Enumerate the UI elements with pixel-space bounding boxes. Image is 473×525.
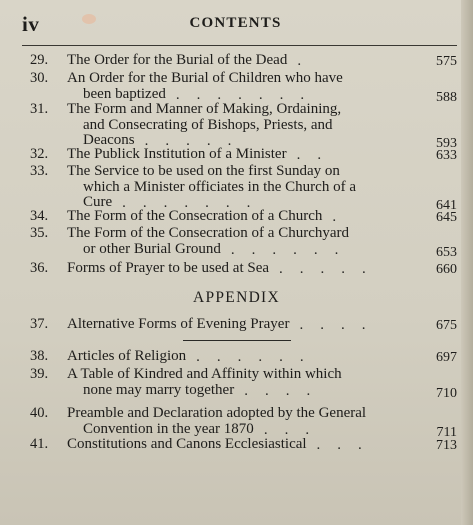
entry-number: 40. [30, 405, 49, 421]
entry-number: 36. [30, 260, 49, 276]
entry-title-line: An Order for the Burial of Children who have [67, 70, 343, 86]
dot-leaders: ....... [122, 195, 268, 211]
entry-page-number: 653 [436, 244, 457, 260]
dot-leaders: ...... [196, 349, 321, 365]
entry-page-number: 697 [436, 350, 457, 365]
entry-title-line: The Form and Manner of Making, Ordaining, [67, 101, 342, 117]
entry-page-number: 675 [436, 318, 457, 333]
entry-page-number: 710 [436, 385, 457, 401]
dot-leaders: ..... [279, 261, 383, 277]
dot-leaders: ..... [144, 133, 249, 149]
entry-number: 41. [30, 436, 49, 452]
appendix-rule [183, 340, 291, 341]
entry-title-line: A Table of Kindred and Affinity within which [67, 366, 342, 382]
entry-title-line: The Order for the Burial of the Dead [67, 52, 288, 68]
entry-number: 34. [30, 208, 49, 224]
entry-number: 33. [30, 163, 49, 179]
entry-title-line: Cure [83, 194, 113, 210]
entry-number: 35. [30, 225, 49, 241]
entry-page-number: 713 [436, 438, 457, 453]
entry-page-number: 588 [436, 89, 457, 105]
entry-title-line: The Service to be used on the first Sunday on [67, 163, 340, 179]
entry-page-number: 645 [436, 210, 457, 225]
dot-leaders: . [297, 53, 319, 69]
page-folio: iv [22, 12, 40, 36]
entry-number: 38. [30, 348, 49, 364]
dot-leaders: . [332, 209, 354, 225]
entry-title-line: The Form of the Consecration of a Churchyard [67, 225, 350, 241]
entry-title-line: been baptized [83, 85, 166, 102]
page-title: CONTENTS [189, 15, 282, 31]
entry-title-line: Articles of Religion [67, 348, 187, 364]
entry-page-number: 633 [436, 148, 457, 163]
entry-page-number: 593 [436, 136, 457, 151]
entry-number: 32. [30, 146, 49, 162]
entry-title-line: Alternative Forms of Evening Prayer [67, 316, 290, 332]
dot-leaders: ... [263, 421, 327, 438]
entry-number: 29. [30, 52, 49, 68]
entry-title-line: and Consecrating of Bishops, Priests, and [83, 116, 333, 133]
entry-title-line: none may marry together [83, 381, 235, 398]
entry-title-line: The Publick Institution of a Minister [67, 146, 287, 162]
entry-number: 39. [30, 366, 49, 382]
entry-page-number: 641 [436, 198, 457, 213]
entry-title-line: Preamble and Declaration adopted by the General [67, 405, 367, 421]
entry-title-line: Deacons [83, 132, 135, 148]
appendix-heading: APPENDIX [192, 289, 281, 306]
dot-leaders: .... [299, 317, 383, 333]
entry-number: 30. [30, 70, 49, 86]
entry-page-number: 575 [436, 54, 457, 69]
dot-leaders: .... [244, 382, 328, 399]
entry-title-line: Constitutions and Canons Ecclesiastical [67, 436, 307, 452]
entry-page-number: 660 [436, 262, 457, 277]
entry-title-line: or other Burial Ground [83, 240, 221, 257]
entry-page-number: 711 [436, 424, 457, 440]
dot-leaders: ... [316, 437, 379, 453]
entry-title-line: Forms of Prayer to be used at Sea [67, 260, 270, 276]
entry-title-line: Convention in the year 1870 [83, 420, 254, 437]
entry-number: 31. [30, 101, 49, 117]
dot-leaders: ....... [175, 86, 322, 103]
dot-leaders: ...... [230, 241, 356, 258]
entry-title-line: The Form of the Consecration of a Church [67, 208, 323, 224]
entry-title-line: which a Minister officiates in the Church of a [83, 178, 356, 195]
entry-number: 37. [30, 316, 49, 332]
dot-leaders: .. [296, 147, 339, 163]
